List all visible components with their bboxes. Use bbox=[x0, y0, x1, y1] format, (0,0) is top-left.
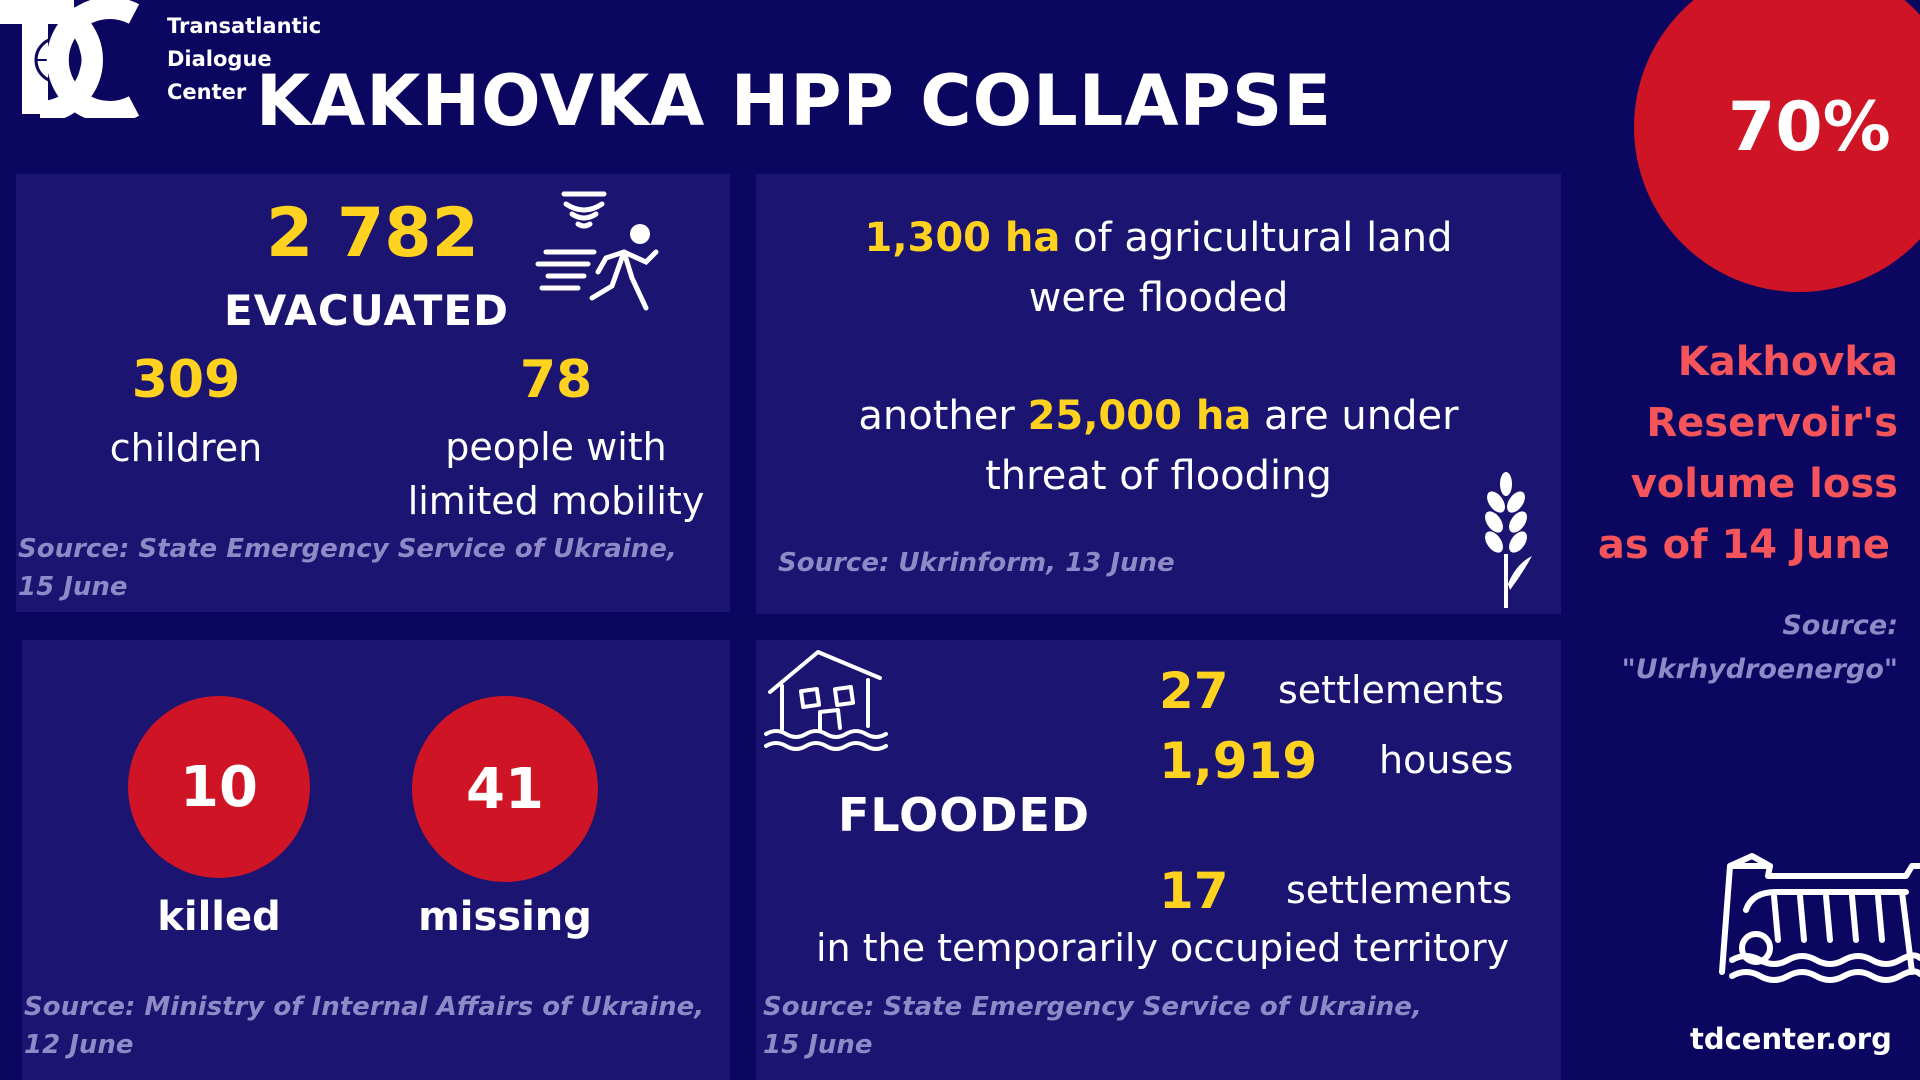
children-label: children bbox=[109, 426, 263, 470]
flooded-source bbox=[763, 988, 1422, 1064]
org-name-line: Dialogue bbox=[167, 47, 272, 71]
evacuation-panel bbox=[16, 174, 730, 612]
agri-threat-amount: 25,000 ha bbox=[1027, 393, 1252, 439]
agri-threat-desc: are under bbox=[1264, 393, 1459, 439]
casualties-source bbox=[24, 988, 704, 1064]
evacuated-label: EVACUATED bbox=[224, 286, 509, 335]
occupied-count: 17 bbox=[1159, 862, 1229, 920]
reservoir-label-line: as of 14 June bbox=[1597, 522, 1890, 568]
killed-circle bbox=[128, 696, 310, 878]
occupied-label: settlements bbox=[1286, 868, 1513, 912]
killed-count: 10 bbox=[180, 754, 258, 820]
mobility-label-line: people with bbox=[445, 425, 667, 469]
org-name-line: Transatlantic bbox=[167, 14, 322, 38]
mobility-label-line: limited mobility bbox=[407, 479, 705, 523]
page-title: KAKHOVKA HPP COLLAPSE bbox=[255, 60, 1333, 142]
agri-threat-prefix: another bbox=[858, 393, 1015, 439]
evacuated-total: 2 782 bbox=[266, 194, 479, 273]
flooded-label: FLOODED bbox=[838, 788, 1091, 842]
source-line: "Ukrhydroenergo" bbox=[1621, 654, 1898, 685]
houses-count: 1,919 bbox=[1159, 732, 1318, 790]
settlements-count: 27 bbox=[1159, 662, 1229, 720]
houses-label: houses bbox=[1379, 738, 1514, 782]
source-line: Source: State Emergency Service of Ukraine, bbox=[18, 534, 677, 564]
source-line: 12 June bbox=[24, 1030, 134, 1060]
occupied-text: in the temporarily occupied territory bbox=[816, 926, 1510, 970]
agri-threat-text bbox=[756, 386, 1561, 506]
agri-flooded-desc: of agricultural land bbox=[1073, 215, 1453, 261]
children-count: 309 bbox=[131, 350, 241, 410]
reservoir-percent-circle bbox=[1634, 0, 1920, 292]
source-line: Source: bbox=[1782, 610, 1898, 641]
agri-flooded-text bbox=[756, 208, 1561, 328]
reservoir-percent: 70% bbox=[1728, 87, 1891, 167]
evacuation-source bbox=[18, 530, 677, 606]
source-line: 15 June bbox=[763, 1030, 873, 1060]
agriculture-source: Source: Ukrinform, 13 June bbox=[778, 548, 1175, 578]
dam-icon bbox=[1716, 852, 1920, 990]
missing-label: missing bbox=[418, 894, 592, 940]
mobility-count: 78 bbox=[519, 350, 593, 410]
reservoir-source bbox=[1622, 604, 1898, 692]
running-person-icon bbox=[528, 182, 668, 322]
flooded-house-icon bbox=[762, 646, 892, 758]
source-line: 15 June bbox=[18, 572, 128, 602]
missing-circle bbox=[412, 696, 598, 882]
source-line: Source: State Emergency Service of Ukraine, bbox=[763, 992, 1422, 1022]
mobility-label bbox=[376, 420, 736, 528]
missing-count: 41 bbox=[466, 756, 544, 822]
source-line: Source: Ministry of Internal Affairs of Ukraine, bbox=[24, 992, 705, 1022]
reservoir-label-line: volume loss bbox=[1630, 461, 1898, 507]
reservoir-label-line: Reservoir's bbox=[1646, 400, 1898, 446]
casualties-panel bbox=[22, 640, 730, 1080]
org-name-line: Center bbox=[167, 80, 247, 104]
settlements-label: settlements bbox=[1278, 668, 1505, 712]
flooded-panel bbox=[756, 640, 1561, 1080]
reservoir-label bbox=[1598, 332, 1898, 576]
website-link[interactable]: tdcenter.org bbox=[1690, 1022, 1892, 1056]
wheat-icon bbox=[1476, 464, 1546, 609]
agri-flooded-amount: 1,300 ha bbox=[864, 215, 1061, 261]
killed-label: killed bbox=[157, 894, 281, 940]
agri-flooded-desc2: were flooded bbox=[1028, 275, 1289, 321]
agriculture-panel bbox=[756, 174, 1561, 614]
reservoir-label-line: Kakhovka bbox=[1677, 339, 1898, 385]
agri-threat-desc2: threat of flooding bbox=[985, 453, 1332, 499]
